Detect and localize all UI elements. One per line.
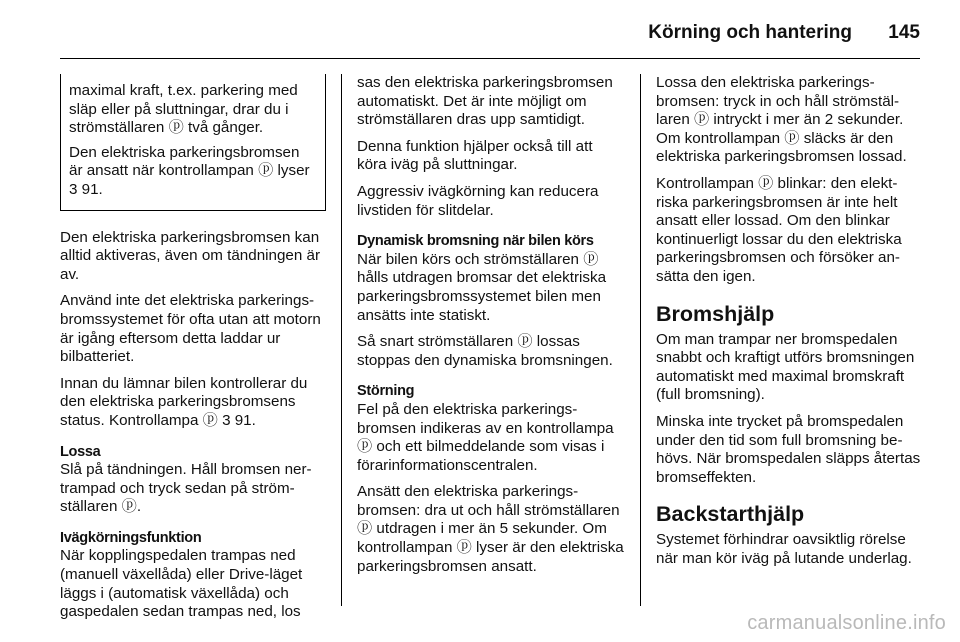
column-divider <box>341 74 342 606</box>
page-number: 145 <box>888 22 920 43</box>
paragraph: Innan du lämnar bilen kontrollerar du den elektriska parkeringsbromsens status. Kontrollampa ⓟ 3 91. <box>60 374 308 429</box>
subheading-igang: Ivägkörningsfunktion <box>60 529 202 546</box>
watermark: carmanualsonline.info <box>747 612 946 634</box>
notice-paragraph: Den elektriska parkeringsbromsen är ansatt när kontrollampan ⓟ lyser 3 91. <box>69 143 310 198</box>
paragraph: Systemet förhindrar oavsiktlig rörelse när man kör iväg på lutande underlag. <box>656 531 912 567</box>
paragraph: Aggressiv ivägkörning kan reducera livstiden för slitdelar. <box>357 182 599 219</box>
paragraph: Denna funktion hjälper också till att köra iväg på sluttningar. <box>357 137 593 174</box>
paragraph: Minska inte trycket på bromspedalen under den tid som full bromsning behövs. När bromspedalen släpps återtas bromseffekten. <box>656 412 921 486</box>
notice-box <box>60 74 326 211</box>
column-1 <box>60 74 326 630</box>
subheading-lossa: Lossa <box>60 443 101 460</box>
page-header <box>0 0 960 50</box>
header-rule <box>60 58 920 59</box>
column-2 <box>357 74 626 584</box>
paragraph: Den elektriska parkeringsbromsen kan alltid aktiveras, även om tändningen är av. <box>60 228 321 283</box>
subheading-fault: Störning <box>357 383 415 400</box>
paragraph: Om man trampar ner bromspedalen snabbt och kraftigt utförs bromsningen automatiskt med maximal bromskraft (full bromsning). <box>656 330 915 404</box>
column-3 <box>656 74 922 576</box>
paragraph: Ansätt den elektriska parkeringsbromsen: dra ut och håll strömställaren ⓟ utdragen i mer än 5 sekunder. Om kontrollampan ⓟ lyser är den elektriska parkeringsbromsen ansatt. <box>357 483 624 575</box>
section-title: Körning och hantering <box>648 22 852 43</box>
heading-hill-start: Backstarthjälp <box>656 502 805 527</box>
notice-paragraph: maximal kraft, t.ex. parkering med släp eller på sluttningar, drar du i strömställaren ⓟ två gånger. <box>69 82 298 137</box>
heading-brake-assist: Bromshjälp <box>656 301 775 326</box>
paragraph: Fel på den elektriska parkeringsbromsen indikeras av en kontrollampa ⓟ och ett bilmeddelande som visas i förarinformationscentralen. <box>357 400 614 474</box>
paragraph: Så snart strömställaren ⓟ lossas stoppas den dynamiska bromsningen. <box>357 333 613 369</box>
paragraph: Kontrollampan ⓟ blinkar: den elektriska parkeringsbromsen är inte helt ansatt eller lossad. Om den blinkar kontinuerligt lossar du den elektriska parkeringsbromsen och försöker ansätta den igen. <box>656 174 902 285</box>
paragraph: Slå på tändningen. Håll bromsen nertrampad och tryck sedan på strömställaren ⓟ. <box>60 461 312 516</box>
paragraph: När kopplingspedalen trampas ned (manuell växellåda) eller Drive-läget läggs i (automatisk växellåda) och gaspedalen sedan trampas ned, los <box>60 547 303 621</box>
paragraph: När bilen körs och strömställaren ⓟ hålls utdragen bromsar det elektriska parkeringsbromssystemet bilen men ansätts inte statiskt. <box>357 250 607 324</box>
subheading-dynamic-braking: Dynamisk bromsning när bilen körs <box>357 233 594 250</box>
paragraph: Använd inte det elektriska parkeringsbromssystemet för ofta utan att motorn är igång eftersom detta laddar ur bilbatteriet. <box>60 292 321 366</box>
paragraph: Lossa den elektriska parkeringsbromsen: tryck in och håll strömställaren ⓟ intryckt i mer än 2 sekunder. Om kontrollampan ⓟ släcks är den elektriska parkeringsbromsen lossad. <box>656 74 907 166</box>
paragraph: sas den elektriska parkeringsbromsen automatiskt. Det är inte möjligt om strömställaren dras upp samtidigt. <box>357 74 613 129</box>
column-divider <box>640 74 641 606</box>
